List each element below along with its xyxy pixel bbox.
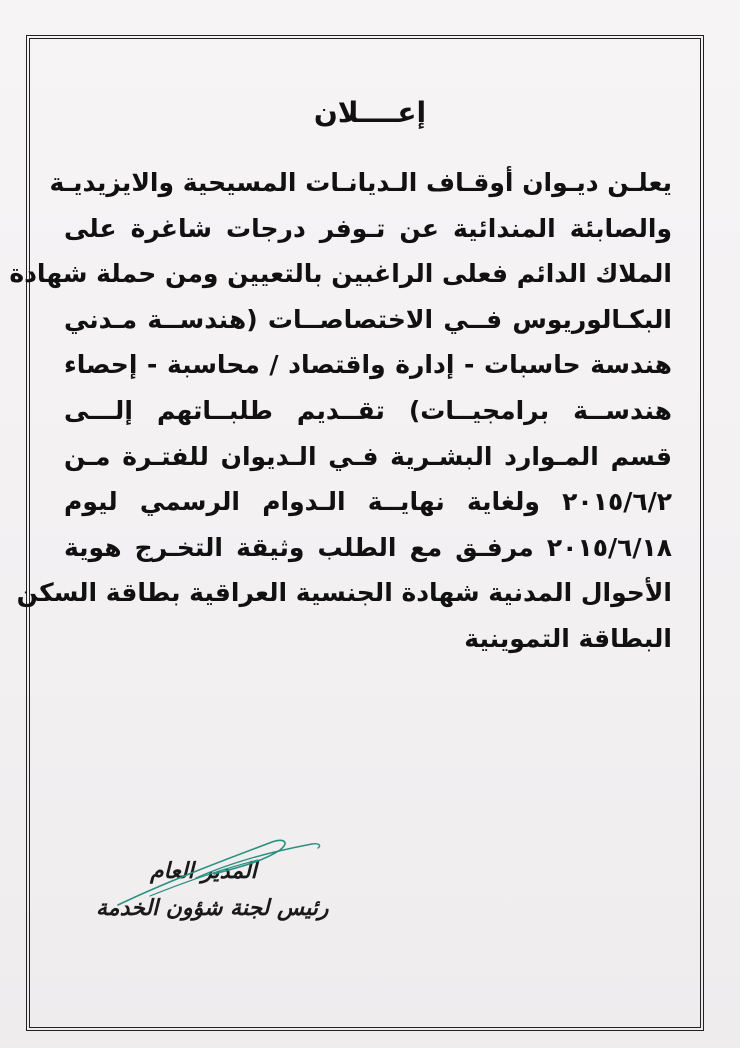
body-line: يعلـن ديـوان أوقـاف الـديانـات المسيحية والايزيديـة: [49, 168, 672, 197]
body-line: والصابئة المندائية عن تـوفر درجات شاغرة على: [64, 213, 672, 243]
body-line: هندســة برامجيــات) تقــديم طلبــاتهم إلـــى: [64, 395, 672, 425]
body-line: البكـالوريوس فــي الاختصاصــات (هندســة مـدني: [64, 304, 672, 334]
body-line: ٢٠١٥/٦/٢ ولغاية نهايــة الـدوام الرسمي ليوم: [64, 487, 672, 517]
body-line: الأحوال المدنية شهادة الجنسية العراقية بطاقة السكن: [16, 578, 672, 608]
body-line: الملاك الدائم فعلى الراغبين بالتعيين ومن حملة شهادة: [9, 259, 672, 289]
body-line: قسم المـوارد البشـرية فـي الـديوان للفتـرة مـن: [64, 441, 672, 471]
body-line: البطاقة التموينية: [464, 623, 672, 653]
signatory-title: المدير العام: [150, 858, 257, 884]
body-line: ٢٠١٥/٦/١٨ مرفـق مع الطلب وثيقة التخـرج هوية: [64, 532, 672, 562]
document-title: إعــــلان: [313, 96, 427, 129]
body-line: هندسة حاسبات - إدارة واقتصاد / محاسبة - إحصاء: [64, 350, 672, 380]
signatory-subtitle: رئيس لجنة شؤون الخدمة: [96, 895, 329, 921]
announcement-body: [9, 160, 672, 662]
